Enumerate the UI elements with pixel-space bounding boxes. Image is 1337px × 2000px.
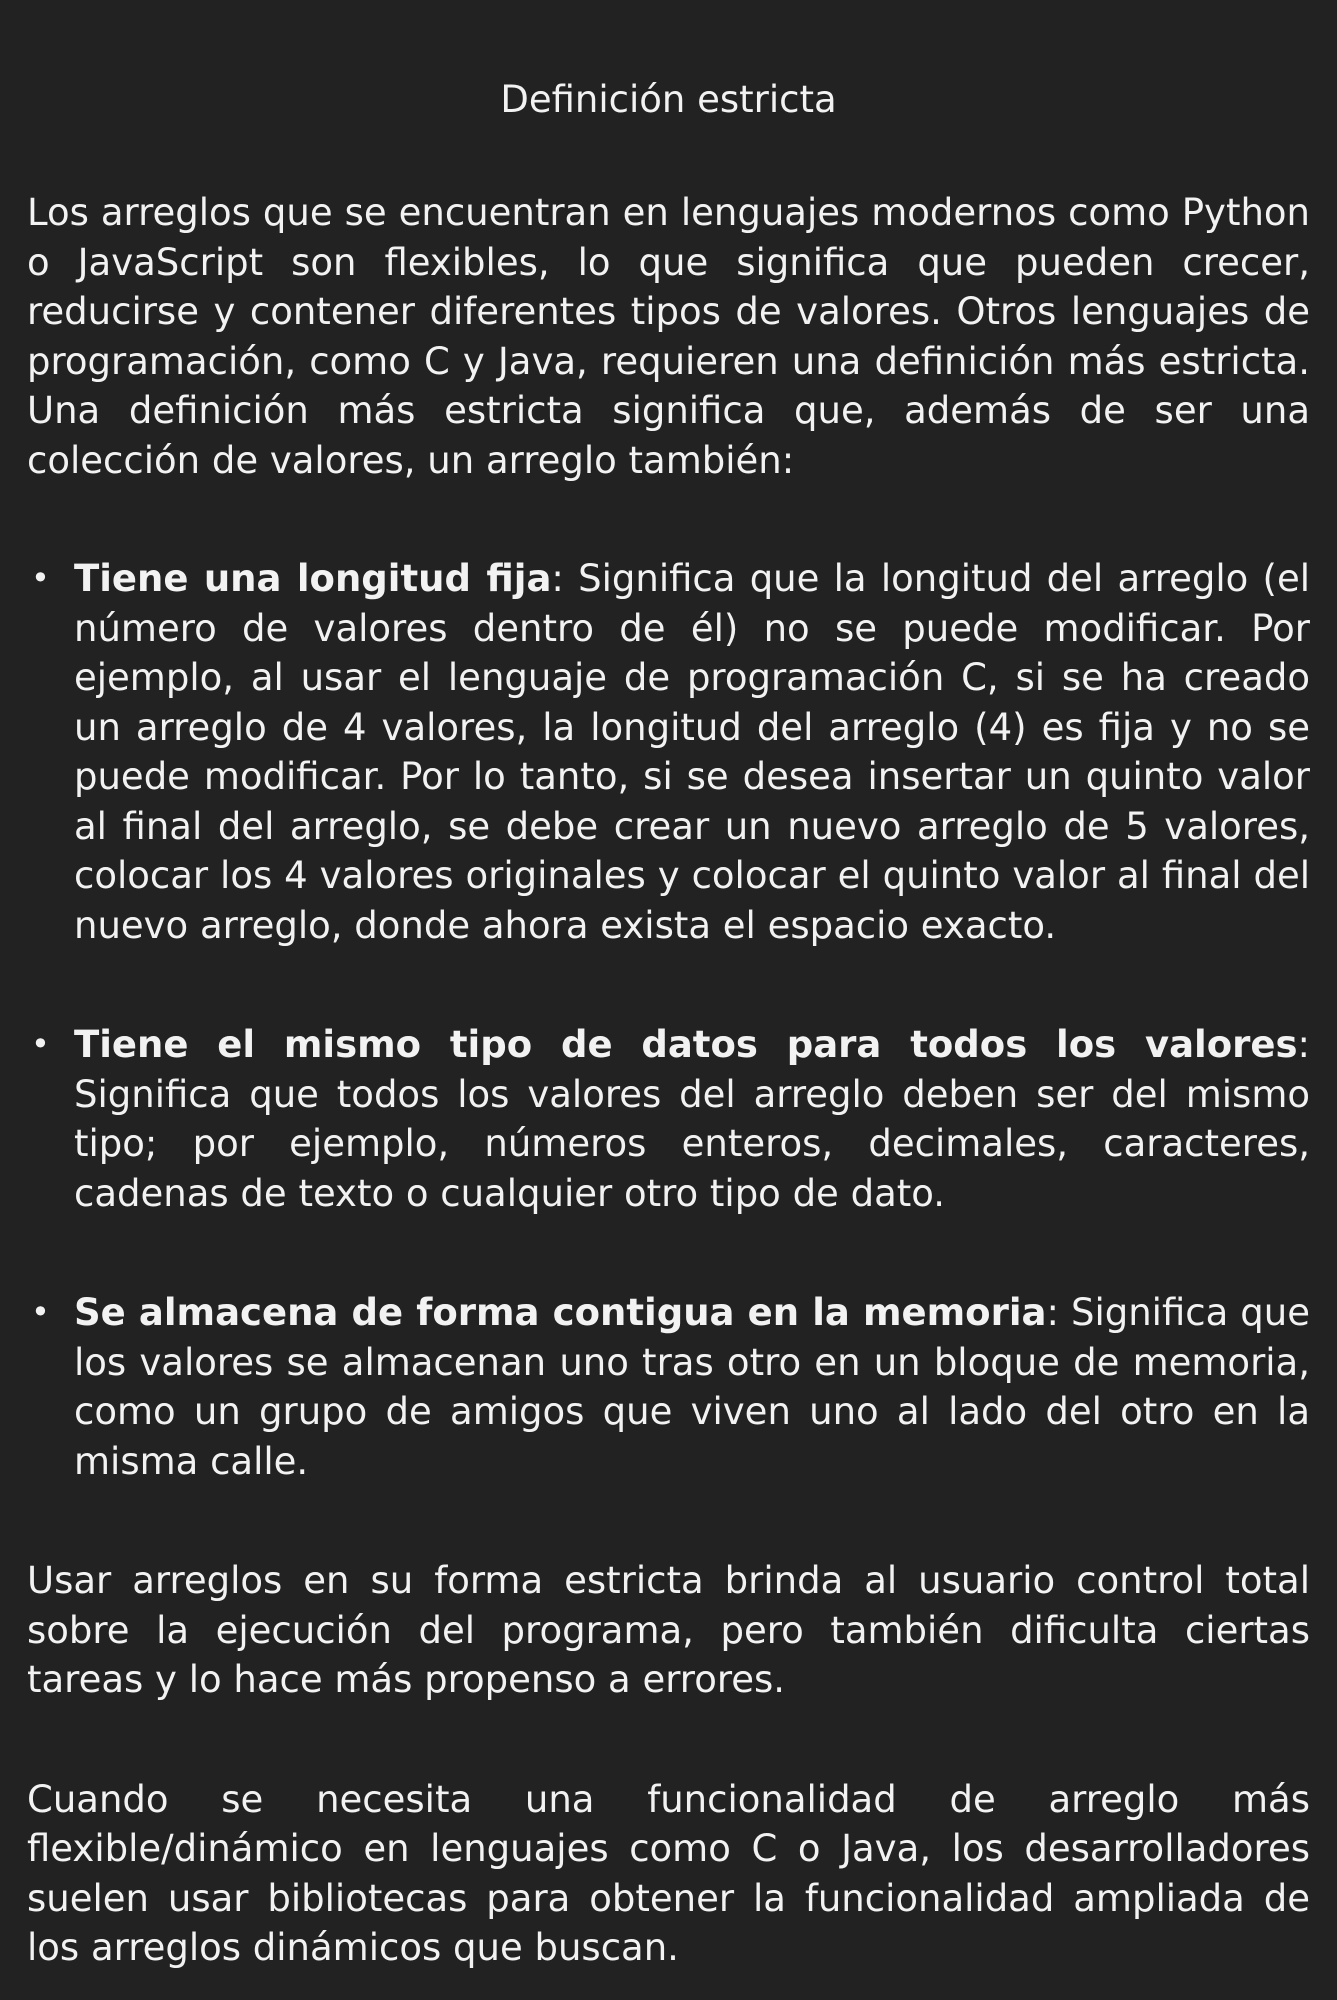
bullet-icon: • [31, 559, 50, 597]
spacer [27, 485, 1310, 554]
bullet-text: : Significa que la longitud del arreglo (el número de valores dentro de él) no se puede modificar. Por ejemplo, al usar el lenguaje de programación C, si se ha creado un arreglo de 4 valores, la longitud del arreglo (4) es fija y no se puede modificar. Por lo tanto, si se desea insertar un quinto valor al final del arreglo, se debe crear un nuevo arreglo de 5 valores, colocar los 4 valores originales y colocar el quinto valor al final del nuevo arreglo, donde ahora exista el espacio exacto. [74, 557, 1310, 947]
bullet-icon: • [31, 1025, 50, 1063]
page-title: Definición estricta [500, 78, 837, 121]
spacer [27, 1486, 1310, 1556]
bullet-term: Tiene el mismo tipo de datos para todos los valores [74, 1023, 1298, 1066]
bullet-icon: • [31, 1293, 50, 1331]
bullet-text: : Significa que los valores se almacenan uno tras otro en un bloque de memoria, como un grupo de amigos que viven uno al lado del otro en la misma calle. [74, 1291, 1310, 1483]
paragraph-strict-usage: Usar arreglos en su forma estricta brinda al usuario control total sobre la ejecución del programa, pero también dificulta ciertas tareas y lo hace más propenso a errores. [27, 1559, 1310, 1701]
bullet-item-same-type [27, 1020, 1310, 1218]
bullet-term: Se almacena de forma contigua en la memoria [74, 1291, 1047, 1334]
bullet-list [27, 554, 1310, 1486]
bullet-term: Tiene una longitud fija [74, 557, 552, 600]
bullet-text: : Significa que todos los valores del arreglo deben ser del mismo tipo; por ejemplo, números enteros, decimales, caracteres, cadenas de texto o cualquier otro tipo de dato. [74, 1023, 1310, 1215]
bullet-item-contiguous-memory [27, 1288, 1310, 1486]
paragraph-dynamic-libraries: Cuando se necesita una funcionalidad de arreglo más flexible/dinámico en lenguajes como C o Java, los desarrolladores suelen usar bibliotecas para obtener la funcionalidad ampliada de los arreglos dinámicos que buscan. [27, 1777, 1310, 1969]
bullet-item-fixed-length [27, 554, 1310, 950]
intro-paragraph: Los arreglos que se encuentran en lenguajes modernos como Python o JavaScript son flexibles, lo que significa que pueden crecer, reducirse y contener diferentes tipos de valores. Otros lenguajes de programación, como C y Java, requieren una definición más estricta. Una definición más estricta significa que, además de ser una colección de valores, un arreglo también: [27, 191, 1310, 482]
spacer [27, 1705, 1310, 1775]
